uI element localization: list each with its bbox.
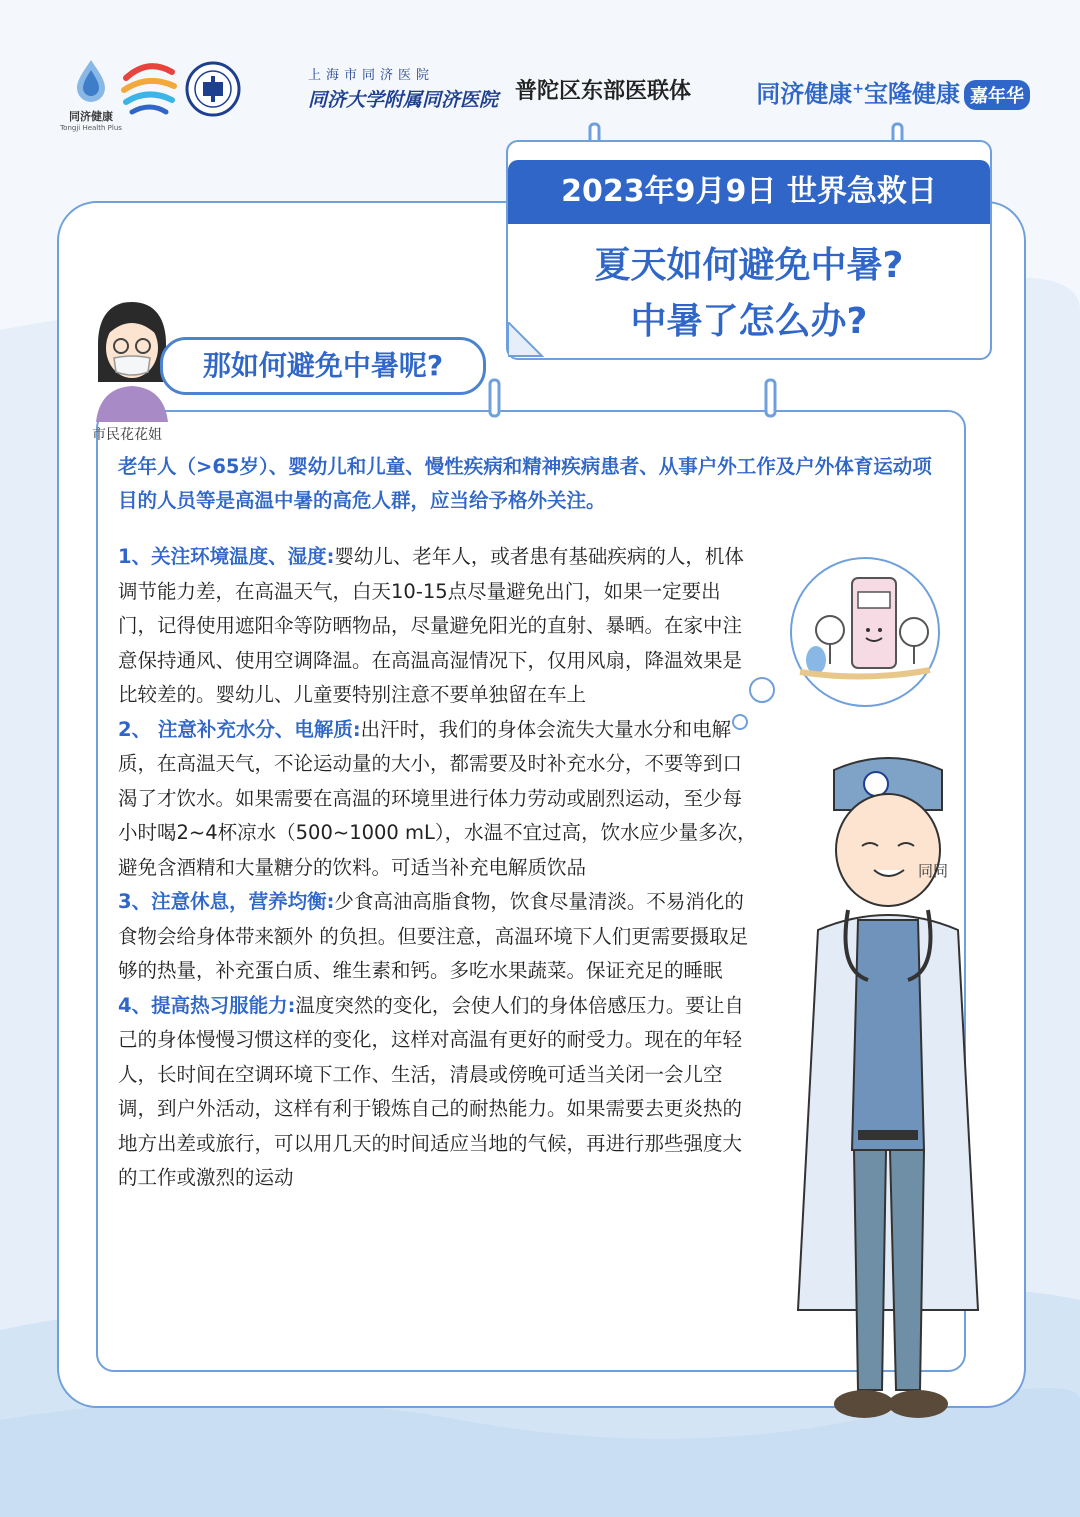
brand-badge: 嘉年华 [964,80,1030,110]
brand-text-2: 宝隆健康 [864,80,960,108]
intro-text: 老年人（>65岁）、婴幼儿和儿童、慢性疾病和精神疾病患者、从事户外工作及户外体育运动项目的人员等是高温中暑的高危人群，应当给予格外关注。 [118,455,932,512]
brand-text: 同济健康 [756,80,853,108]
tip-3-body: 少食高油高脂食物，饮食尽量清淡。不易消化的食物会给身体带来额外 的负担。但要注意，高温环境下人们更需要摄取足够的热量，补充蛋白质、维生素和钙。多吃水果蔬菜。保证充足的睡眠 [118,890,749,982]
folded-corner-icon [508,322,544,358]
title-box [506,140,992,360]
title-line-2: 中暑了怎么办? [630,301,868,342]
tip-4 [118,989,758,1196]
hospital-university: 同济大学附属同济医院 [308,89,499,111]
tip-1 [118,540,758,713]
title-date: 2023年9月9日 世界急救日 [508,160,990,224]
tip-1-heading: 1、关注环境温度、湿度: [118,545,335,568]
alliance-name: 普陀区东部医联体 [515,78,692,104]
tip-3-heading: 3、注意休息，营养均衡: [118,890,335,913]
brand-plus: + [852,81,864,97]
tip-3 [118,885,758,989]
title-line-1: 夏天如何避免中暑? [594,245,904,286]
tongji-health-name: 同济健康 [69,110,113,123]
tongji-health-en: Tongji Health Plus [60,124,122,132]
speech-bubble: 那如何避免中暑呢? [160,337,486,395]
title-main [508,238,990,350]
tip-2-heading: 2、 注意补充水分、电解质: [118,717,361,741]
content-area [118,450,948,1196]
tip-1-body: 婴幼儿、老年人，或者患有基础疾病的人，机体调节能力差，在高温天气，白天10-15点尽量避免出门，如果一定要出门，记得使用遮阳伞等防晒物品，尽量避免阳光的直射、暴晒。在家中注意保持通风、使用空调降温。在高温高湿情况下，仅用风扇，降温效果是比较差的。婴幼儿、儿童要特别注意不要单独留在车上 [118,545,744,706]
hospital-name: 上海市同济医院 [308,68,435,83]
tip-4-body: 温度突然的变化，会使人们的身体倍感压力。要让自己的身体慢慢习惯这样的变化，这样对高温有更好的耐受力。现在的年轻人，长时间在空调环境下工作、生活，清晨或傍晚可适当关闭一会儿空调，到户外活动，这样有利于锻炼自己的耐热能力。如果需要去更炎热的地方出差或旅行，可以用几天的时间适应当地的气候，再进行那些强度大的工作或激烈的运动 [118,993,744,1189]
tip-4-heading: 4、提高热习服能力: [118,993,296,1017]
girl-label: 市民花花姐 [92,427,162,443]
tip-2 [118,713,758,886]
doctor-label: 同同 [918,862,949,880]
tip-2-body: 出汗时，我们的身体会流失大量水分和电解质，在高温天气，不论运动量的大小，都需要及时补充水分，不要等到口渴了才饮水。如果需要在高温的环境里进行体力劳动或剧烈运动，至少每小时喝2~4杯凉水（500~1000 mL），水温不宜过高，饮水应少量多次，避免含酒精和大量糖分的饮料。可适当补充电解质饮品 [118,717,757,879]
